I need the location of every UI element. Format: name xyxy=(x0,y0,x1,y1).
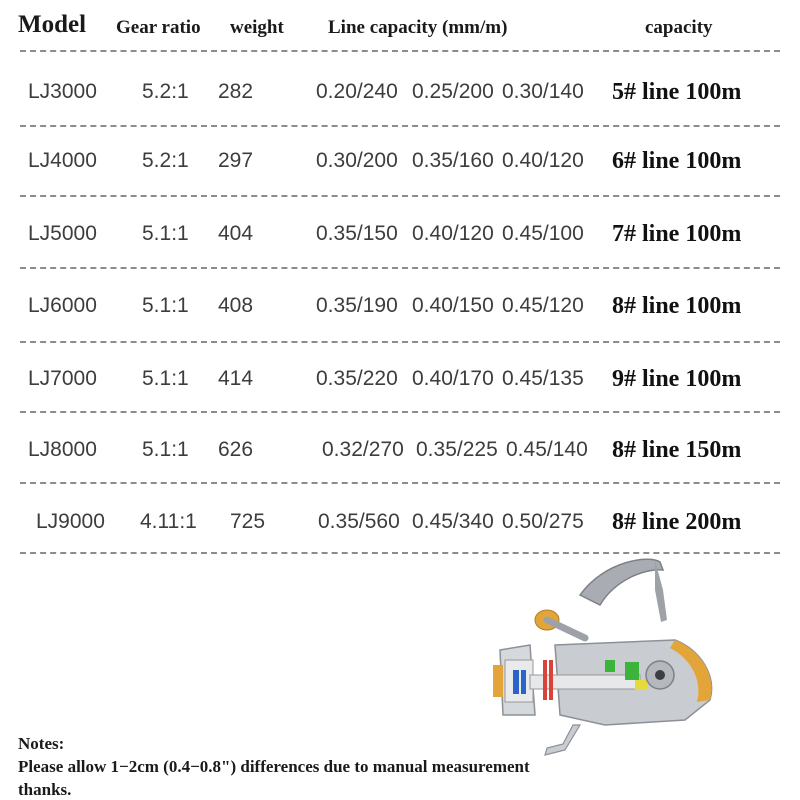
table-row xyxy=(0,56,800,128)
header-line-capacity: Line capacity (mm/m) xyxy=(328,17,508,38)
cell-line-capacity-1: 0.35/150 xyxy=(316,222,398,245)
cell-line-capacity-3: 0.45/140 xyxy=(506,438,588,461)
cell-line-capacity-3: 0.45/120 xyxy=(502,294,584,317)
cell-gear-ratio: 5.2:1 xyxy=(142,80,189,103)
cell-gear-ratio: 5.1:1 xyxy=(142,367,189,390)
cell-weight: 414 xyxy=(218,367,254,390)
cell-line-capacity-2: 0.35/160 xyxy=(412,149,494,172)
cell-line-capacity-1: 0.35/190 xyxy=(316,294,398,317)
cell-model: LJ4000 xyxy=(28,149,97,172)
header-gear-ratio: Gear ratio xyxy=(116,17,201,38)
cell-gear-ratio: 5.1:1 xyxy=(142,438,189,461)
header-capacity: capacity xyxy=(645,17,713,38)
table-row xyxy=(0,125,800,197)
cell-weight: 725 xyxy=(230,510,266,533)
notes-section xyxy=(18,732,530,800)
cell-capacity: 6# line 100m xyxy=(612,148,742,174)
cell-line-capacity-2: 0.45/340 xyxy=(412,510,494,533)
cell-line-capacity-2: 0.40/150 xyxy=(412,294,494,317)
cell-model: LJ5000 xyxy=(28,222,97,245)
cell-model: LJ3000 xyxy=(28,80,97,103)
cell-capacity: 8# line 100m xyxy=(612,293,742,319)
table-row xyxy=(0,198,800,270)
cell-gear-ratio: 5.1:1 xyxy=(142,294,189,317)
row-divider xyxy=(20,482,780,484)
cell-line-capacity-2: 0.40/120 xyxy=(412,222,494,245)
header-model: Model xyxy=(18,11,87,38)
cell-line-capacity-2: 0.40/170 xyxy=(412,367,494,390)
cell-line-capacity-2: 0.25/200 xyxy=(412,80,494,103)
row-divider xyxy=(20,411,780,413)
cell-gear-ratio: 4.11:1 xyxy=(140,510,197,533)
cell-gear-ratio: 5.2:1 xyxy=(142,149,189,172)
cell-line-capacity-1: 0.20/240 xyxy=(316,80,398,103)
cell-weight: 297 xyxy=(218,149,254,172)
cell-weight: 408 xyxy=(218,294,254,317)
cell-model: LJ7000 xyxy=(28,367,97,390)
cell-line-capacity-3: 0.50/275 xyxy=(502,510,584,533)
table-row xyxy=(0,414,800,486)
cell-weight: 404 xyxy=(218,222,254,245)
cell-capacity: 8# line 200m xyxy=(612,509,742,535)
cell-gear-ratio: 5.1:1 xyxy=(142,222,189,245)
notes-text: Please allow 1−2cm (0.4−0.8") differences due to manual measurement xyxy=(18,757,530,776)
table-row xyxy=(0,343,800,415)
row-divider xyxy=(20,267,780,269)
notes-thanks: thanks. xyxy=(18,780,72,799)
cell-capacity: 8# line 150m xyxy=(612,437,742,463)
cell-line-capacity-3: 0.45/100 xyxy=(502,222,584,245)
cell-line-capacity-1: 0.32/270 xyxy=(322,438,404,461)
cell-weight: 282 xyxy=(218,80,254,103)
cell-line-capacity-1: 0.35/560 xyxy=(318,510,400,533)
notes-title: Notes: xyxy=(18,734,65,753)
cell-capacity: 5# line 100m xyxy=(612,79,742,105)
cell-model: LJ6000 xyxy=(28,294,97,317)
table-row xyxy=(0,486,800,558)
row-divider xyxy=(20,195,780,197)
row-divider xyxy=(20,50,780,52)
cell-line-capacity-3: 0.45/135 xyxy=(502,367,584,390)
cell-weight: 626 xyxy=(218,438,254,461)
cell-capacity: 7# line 100m xyxy=(612,221,742,247)
cell-capacity: 9# line 100m xyxy=(612,366,742,392)
cell-line-capacity-2: 0.35/225 xyxy=(416,438,498,461)
cell-model: LJ9000 xyxy=(36,510,105,533)
header-weight: weight xyxy=(230,17,284,38)
cell-line-capacity-1: 0.30/200 xyxy=(316,149,398,172)
cell-line-capacity-3: 0.30/140 xyxy=(502,80,584,103)
cell-line-capacity-1: 0.35/220 xyxy=(316,367,398,390)
table-row xyxy=(0,270,800,342)
cell-line-capacity-3: 0.40/120 xyxy=(502,149,584,172)
cell-model: LJ8000 xyxy=(28,438,97,461)
